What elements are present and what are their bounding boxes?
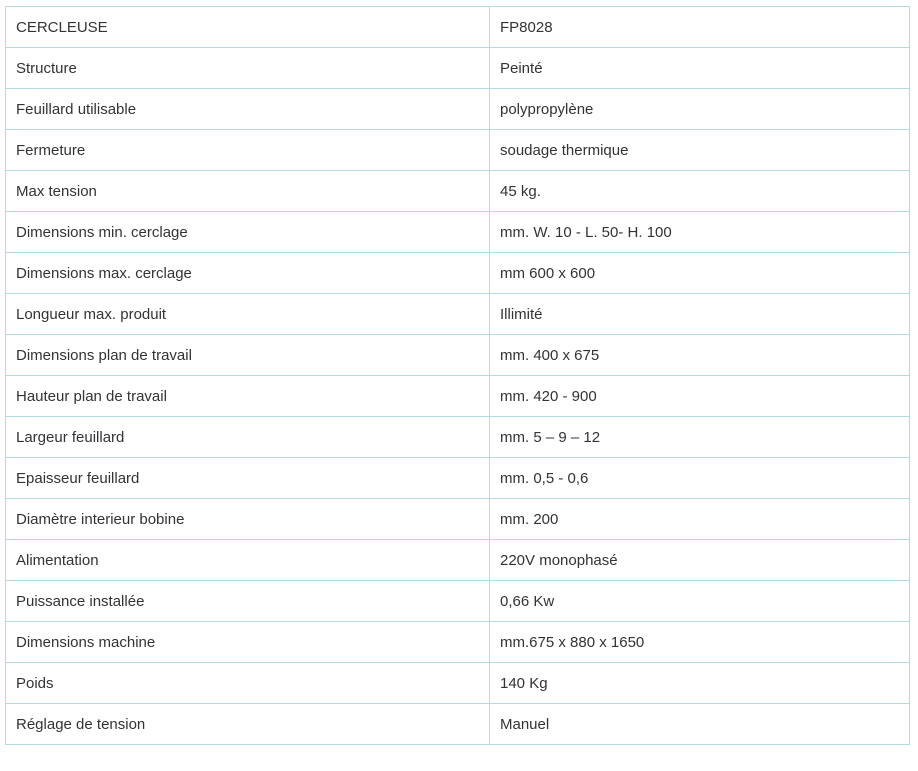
spec-label-cell: Hauteur plan de travail	[6, 376, 490, 417]
spec-label-cell: Epaisseur feuillard	[6, 458, 490, 499]
table-row	[6, 376, 910, 417]
spec-label-cell: Dimensions min. cerclage	[6, 212, 490, 253]
spec-label-cell: Puissance installée	[6, 581, 490, 622]
spec-value-cell: 0,66 Kw	[490, 581, 910, 622]
spec-label-cell: Longueur max. produit	[6, 294, 490, 335]
table-row	[6, 581, 910, 622]
table-row	[6, 171, 910, 212]
table-row	[6, 253, 910, 294]
spec-label-cell: Réglage de tension	[6, 704, 490, 745]
spec-value-cell: Peinté	[490, 48, 910, 89]
spec-label-cell: Alimentation	[6, 540, 490, 581]
spec-value-cell: 220V monophasé	[490, 540, 910, 581]
spec-label-cell: Feuillard utilisable	[6, 89, 490, 130]
spec-value-cell: polypropylène	[490, 89, 910, 130]
spec-label-cell: Fermeture	[6, 130, 490, 171]
table-row	[6, 212, 910, 253]
table-row	[6, 89, 910, 130]
spec-value-cell: soudage thermique	[490, 130, 910, 171]
table-row	[6, 663, 910, 704]
spec-value-cell: mm. 400 x 675	[490, 335, 910, 376]
table-row	[6, 704, 910, 745]
spec-label-cell: Dimensions plan de travail	[6, 335, 490, 376]
spec-value-cell: mm. 0,5 - 0,6	[490, 458, 910, 499]
table-row	[6, 622, 910, 663]
spec-value-cell: mm. 5 – 9 – 12	[490, 417, 910, 458]
spec-value-cell: mm. 200	[490, 499, 910, 540]
spec-label-cell: Largeur feuillard	[6, 417, 490, 458]
spec-label-cell: Diamètre interieur bobine	[6, 499, 490, 540]
table-row	[6, 335, 910, 376]
table-row	[6, 417, 910, 458]
spec-label-cell: Max tension	[6, 171, 490, 212]
spec-value-cell: Illimité	[490, 294, 910, 335]
spec-label-cell: Dimensions max. cerclage	[6, 253, 490, 294]
spec-value-cell: mm. W. 10 - L. 50- H. 100	[490, 212, 910, 253]
spec-label-cell: CERCLEUSE	[6, 7, 490, 48]
spec-label-cell: Poids	[6, 663, 490, 704]
spec-label-cell: Dimensions machine	[6, 622, 490, 663]
table-row	[6, 499, 910, 540]
spec-value-cell: Manuel	[490, 704, 910, 745]
table-row	[6, 458, 910, 499]
spec-value-cell: mm. 420 - 900	[490, 376, 910, 417]
spec-label-cell: Structure	[6, 48, 490, 89]
spec-value-cell: mm.675 x 880 x 1650	[490, 622, 910, 663]
table-row	[6, 7, 910, 48]
specifications-table-body	[6, 7, 910, 745]
table-row	[6, 48, 910, 89]
spec-value-cell: mm 600 x 600	[490, 253, 910, 294]
table-row	[6, 130, 910, 171]
table-row	[6, 294, 910, 335]
specifications-table	[5, 6, 910, 745]
spec-value-cell: 45 kg.	[490, 171, 910, 212]
spec-value-cell: 140 Kg	[490, 663, 910, 704]
table-row	[6, 540, 910, 581]
spec-value-cell: FP8028	[490, 7, 910, 48]
specifications-table-container	[5, 6, 909, 745]
